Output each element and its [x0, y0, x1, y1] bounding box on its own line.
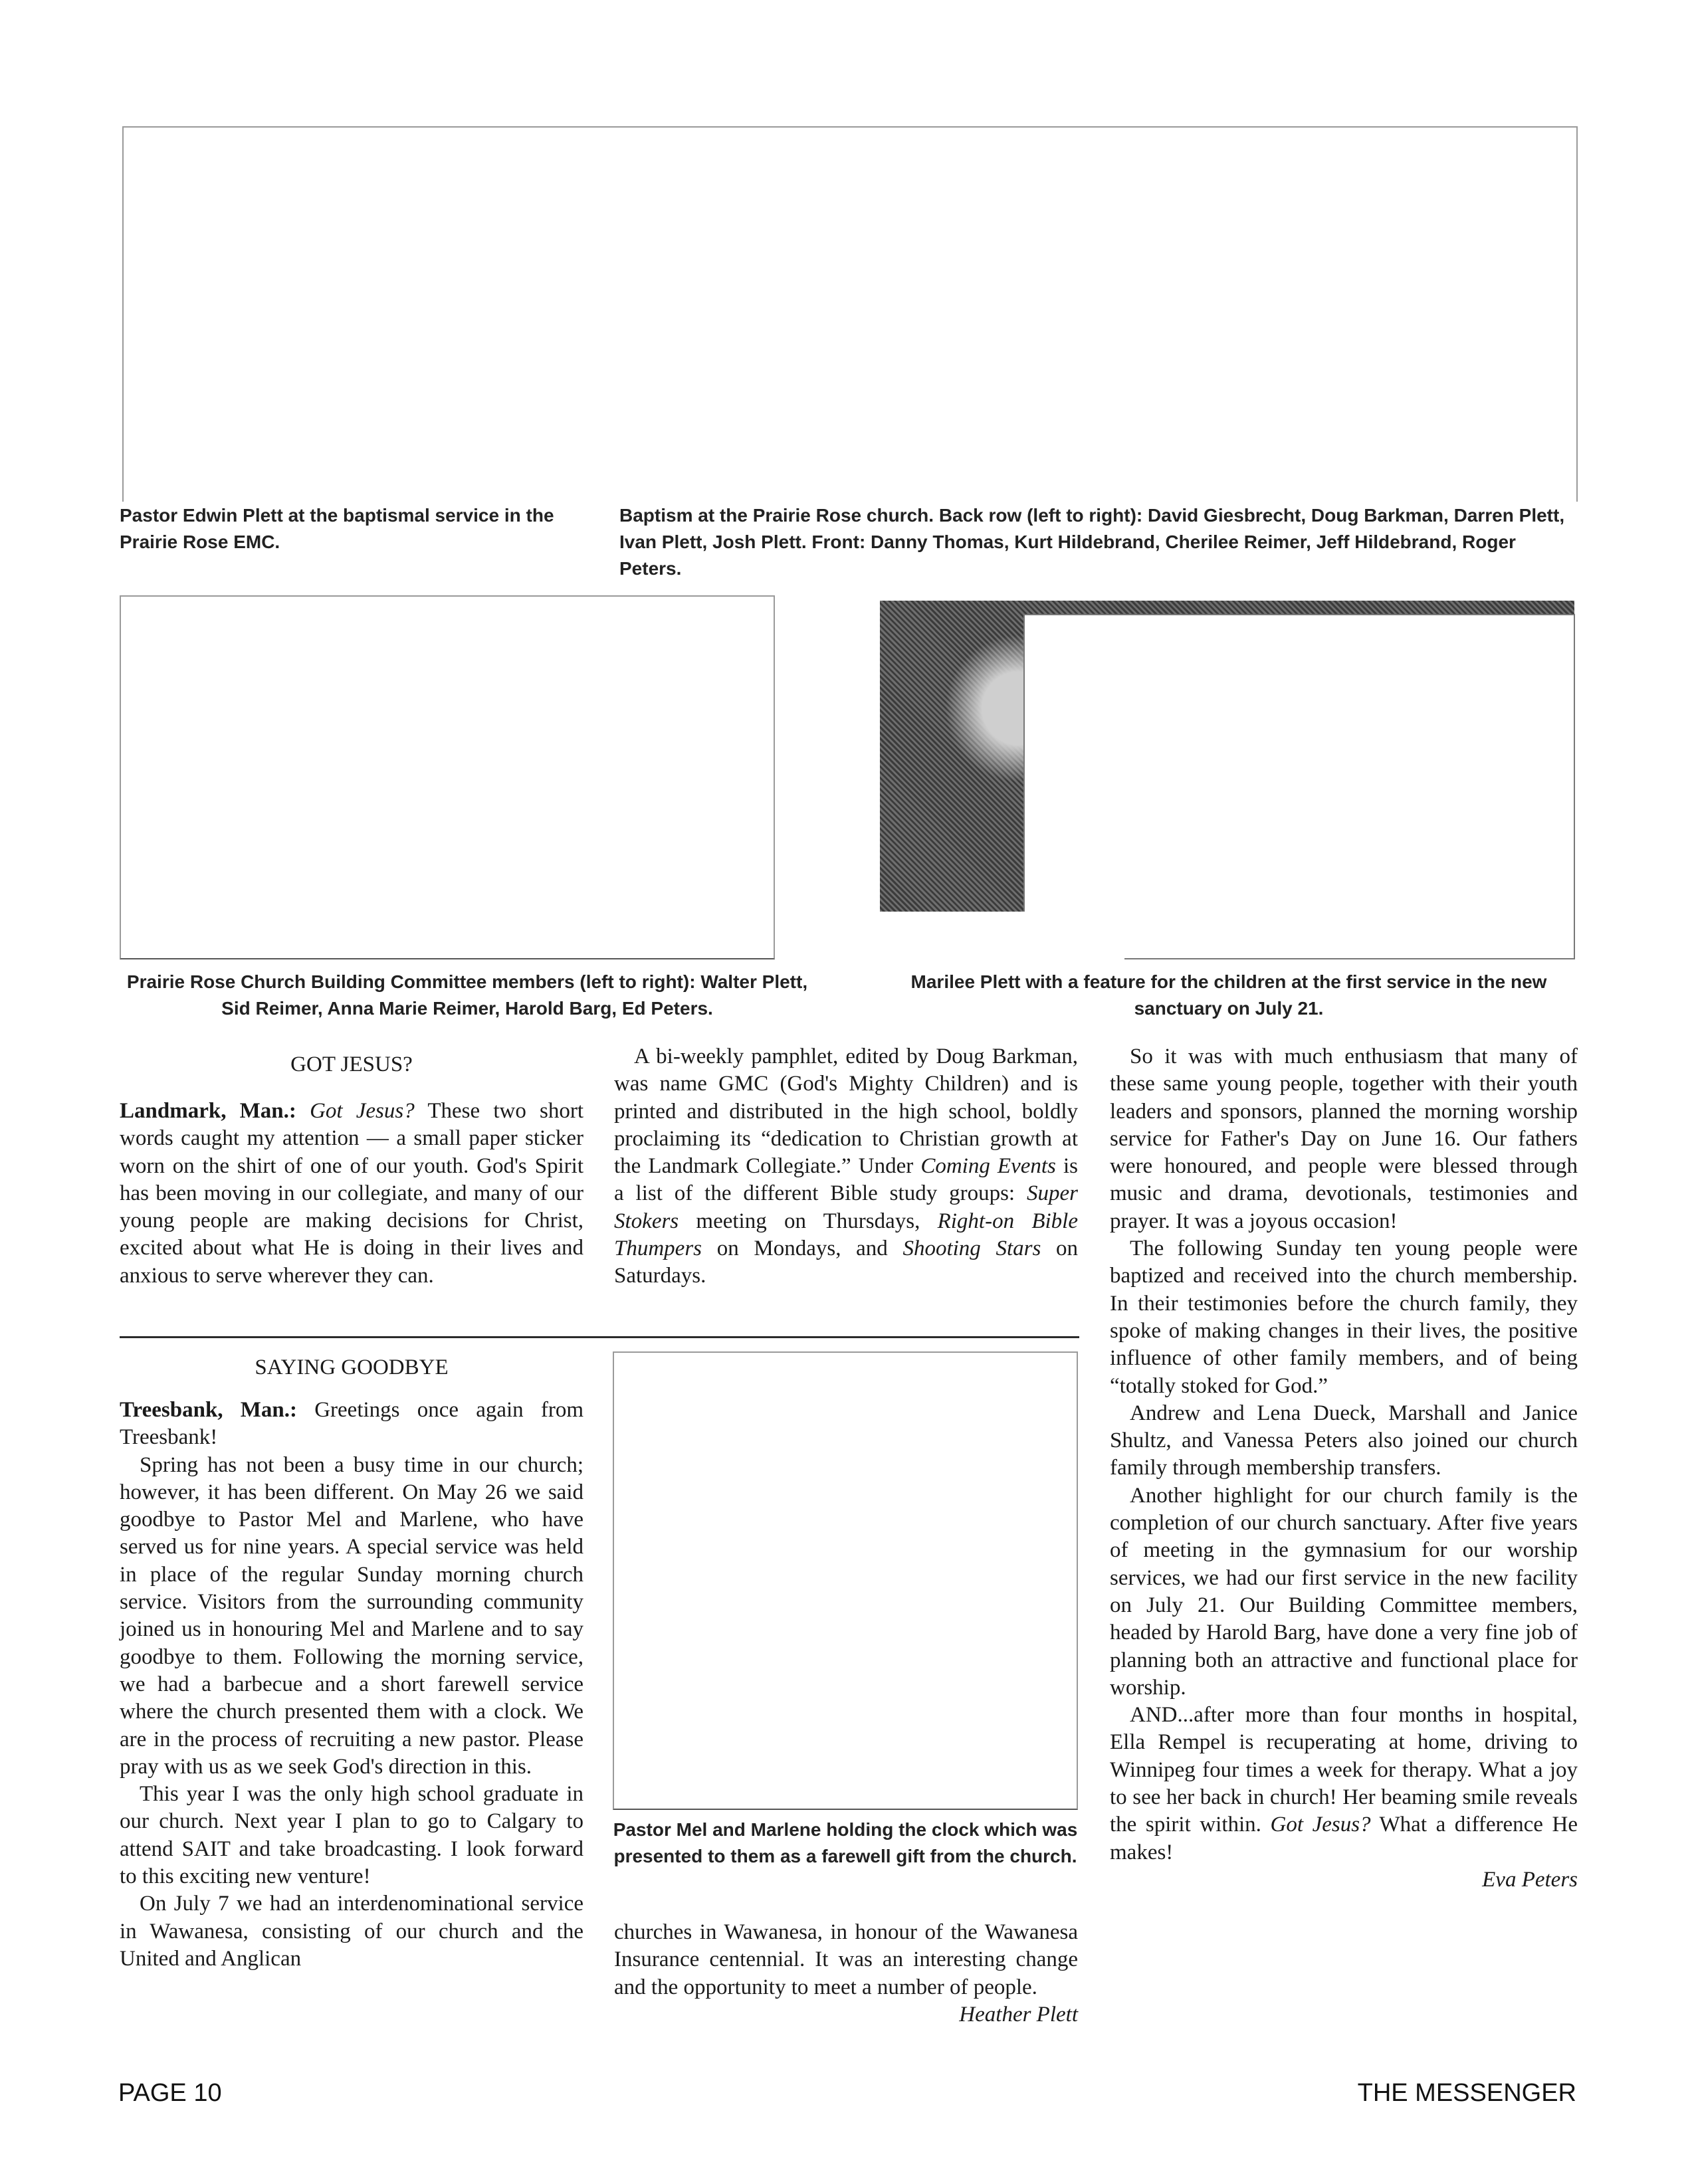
got-jesus-lead-em: Got Jesus?: [310, 1099, 415, 1123]
saying-goodbye-p5: churches in Wawanesa, in honour of the Wawanesa Insurance centennial. It was an interesting change and the opportunity to meet a number of people.: [614, 1920, 1078, 1999]
section-divider: [120, 1336, 1079, 1338]
saying-goodbye-p2: Spring has not been a busy time in our church; however, it has been different. On May 26 we said goodbye to Pastor Mel and Marlene, who have served us for nine years. A special service was held in place of the regular Sunday morning church service. Visitors from the surrounding community joined us in honouring Mel and Marlene and to say goodbye to them. Following the morning service, we had a barbecue and a short farewell service where the church presented them with a clock. We are in the process of recruiting a new pastor. Please pray with us as we seek God's direction in this.: [120, 1452, 583, 1779]
got-jesus-p6: Another highlight for our church family is the completion of our church sanctuary. After five years of meeting in the gymnasium for our worship services, we had our first service in the new facility on July 21. Our Building Committee members, headed by Harold Barg, have done a very fine job of planning both an attractive and functional place for worship.: [1110, 1483, 1578, 1700]
building-committee-photo: [120, 595, 775, 959]
page-number: PAGE 10: [118, 2079, 222, 2107]
saying-goodbye-col2: [614, 1919, 1078, 2029]
saying-goodbye-signature: Heather Plett: [959, 2002, 1078, 2027]
got-jesus-heading: GOT JESUS?: [290, 1052, 413, 1076]
caption-clock: Pastor Mel and Marlene holding the clock which was presented to them as a farewell gift from the church.: [613, 1819, 1078, 1866]
saying-goodbye-heading: SAYING GOODBYE: [255, 1355, 449, 1379]
caption-baptism: Baptism at the Prairie Rose church. Back row (left to right): David Giesbrecht, Doug Barkman, Darren Plett, Ivan Plett, Josh Plett. Front: Danny Thomas, Kurt Hildebrand, Cherilee Reimer, Jeff Hildebrand, Roger Peters.: [619, 505, 1565, 579]
saying-goodbye-p3: This year I was the only high school graduate in our church. Next year I plan to go to Calgary to attend SAIT and take broadcasting. I look forward to this exciting new venture!: [120, 1782, 583, 1889]
saying-goodbye-p1: Treesbank, Man.: Greetings once again from Treesbank!: [120, 1398, 583, 1450]
saying-goodbye-p4: On July 7 we had an interdenominational service in Wawanesa, consisting of our church and the United and Anglican: [120, 1892, 583, 1971]
got-jesus-p3: So it was with much enthusiasm that many of these same young people, together with their youth leaders and sponsors, planned the morning worship service for Father's Day on June 16. Our fathers were honoured, and people were blessed through music and drama, devotionals, testimonies and prayer. It was a joyous occasion!: [1110, 1044, 1578, 1233]
got-jesus-signature: Eva Peters: [1482, 1867, 1578, 1892]
got-jesus-p4: The following Sunday ten young people were baptized and received into the church membership. In their testimonies before the church family, they spoke of making changes in their lives, the positive influence of other family members, and of being “totally stoked for God.”: [1110, 1237, 1578, 1398]
clock-photo: [613, 1351, 1078, 1810]
got-jesus-col3: [1110, 1043, 1578, 1894]
caption-marilee: Marilee Plett with a feature for the children at the first service in the new sanctuary on July 21.: [910, 971, 1547, 1019]
saying-goodbye-dateline: Treesbank, Man.:: [120, 1398, 297, 1422]
publication-name: THE MESSENGER: [1357, 2079, 1576, 2107]
got-jesus-col2: [614, 1043, 1078, 1290]
got-jesus-p2: A bi-weekly pamphlet, edited by Doug Barkman, was name GMC (God's Mighty Children) and is printed and distributed in the high school, boldly proclaiming its “dedication to Christian growth at the Landmark Collegiate.” Under Coming Events is a list of the different Bible study groups: Super Stokers meeting on Thursdays, Right-on Bible Thumpers on Mondays, and Shooting Stars on Saturdays.: [614, 1044, 1078, 1288]
got-jesus-p7: AND...after more than four months in hospital, Ella Rempel is recuperating at home, driving to Winnipeg four times a week for therapy. What a joy to see her back in church! Her beaming smile reveals the spirit within. Got Jesus? What a difference He makes!: [1110, 1703, 1578, 1864]
marilee-photo: [1023, 614, 1575, 959]
caption-pastor-edwin: Pastor Edwin Plett at the baptismal service in the Prairie Rose EMC.: [120, 505, 554, 552]
baptism-photo: [122, 126, 1578, 502]
saying-goodbye-col1: [120, 1397, 583, 1973]
got-jesus-p1-text: These two short words caught my attention — a small paper sticker worn on the shirt of one of our youth. God's Spirit has been moving in our collegiate, and many of our young people are making decisions for Christ, excited about what He is doing in their lives and anxious to serve wherever they can.: [120, 1099, 584, 1288]
got-jesus-p5: Andrew and Lena Dueck, Marshall and Janice Shultz, and Vanessa Peters also joined our church family through membership transfers.: [1110, 1401, 1578, 1480]
got-jesus-dateline: Landmark, Man.:: [120, 1099, 296, 1123]
got-jesus-col1: [120, 1098, 583, 1290]
got-jesus-p1: [120, 1098, 583, 1290]
caption-committee: Prairie Rose Church Building Committee members (left to right): Walter Plett, Sid Reimer, Anna Marie Reimer, Harold Barg, Ed Peters.: [126, 971, 808, 1019]
marilee-photo-notch: [880, 912, 1124, 959]
